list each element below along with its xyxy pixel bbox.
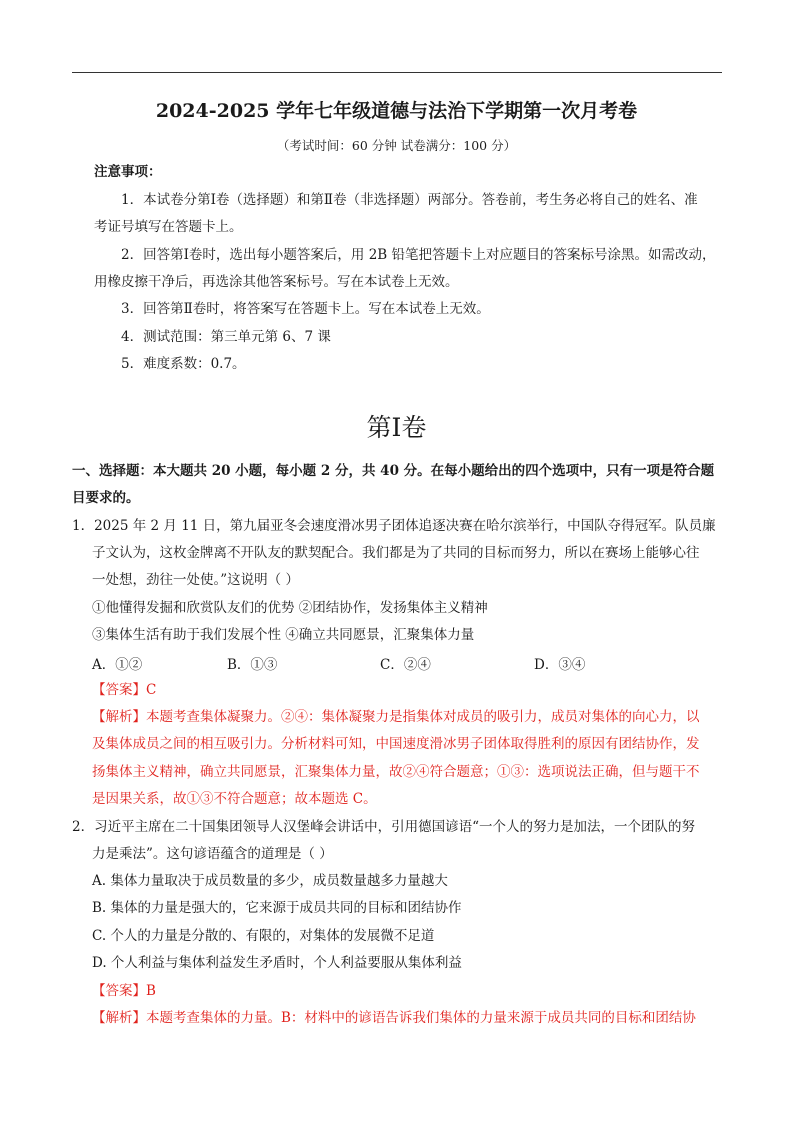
q1-analysis: 扬集体主义精神，确立共同愿景，汇聚集体力量，故②④符合题意；①③：选项说法正确，但与题干不	[92, 764, 700, 780]
q2-answer: 【答案】B	[92, 983, 156, 999]
q1-stem: 子文认为，这枚金牌离不开队友的默契配合。我们都是为了共同的目标而努力，所以在赛场上能够心往	[92, 545, 700, 561]
q1-option-d: D．③④	[534, 657, 586, 673]
note-item: 4．测试范围：第三单元第 6、7 课	[121, 329, 331, 345]
volume-heading: 第Ⅰ卷	[366, 413, 427, 442]
q1-analysis: 是因果关系，故①③不符合题意；故本题选 C。	[92, 791, 377, 807]
q1-analysis: 及集体成员之间的相互吸引力。分析材料可知，中国速度滑冰男子团体取得胜利的原因有团结协作，发	[92, 736, 700, 752]
q1-stem: 1．2025 年 2 月 11 日，第九届亚冬会速度滑冰男子团体追逐决赛在哈尔滨举行，中国队夺得冠军。队员廉	[72, 518, 716, 534]
note-item: 考证号填写在答题卡上。	[94, 219, 243, 235]
q2-stem: 2．习近平主席在二十国集团领导人汉堡峰会讲话中，引用德国谚语“一个人的努力是加法，一个团队的努	[72, 819, 695, 835]
q2-option-c: C. 个人的力量是分散的、有限的，对集体的发展微不足道	[92, 928, 435, 944]
q1-analysis: 【解析】本题考查集体凝聚力。②④：集体凝聚力是指集体对成员的吸引力，成员对集体的向心力，以	[92, 709, 700, 725]
q1-option-c: C．②④	[380, 657, 431, 673]
q2-option-a: A. 集体力量取决于成员数量的多少，成员数量越多力量越大	[92, 873, 448, 889]
section-heading-cont: 目要求的。	[72, 490, 140, 506]
q2-analysis: 【解析】本题考查集体的力量。B：材料中的谚语告诉我们集体的力量来源于成员共同的目标和团结协	[92, 1010, 696, 1026]
page-title: 2024-2025 学年七年级道德与法治下学期第一次月考卷	[155, 100, 638, 122]
section-heading: 一、选择题：本大题共 20 小题，每小题 2 分，共 40 分。在每小题给出的四个选项中，只有一项是符合题	[72, 463, 715, 479]
q1-option-a: A．①②	[92, 657, 143, 673]
q2-stem: 力是乘法”。这句谚语蕴含的道理是（ ）	[92, 846, 333, 862]
q2-option-b: B. 集体的力量是强大的，它来源于成员共同的目标和团结协作	[92, 900, 462, 916]
note-item: 2．回答第Ⅰ卷时，选出每小题答案后，用 2B 铅笔把答题卡上对应题目的答案标号涂黑。如需改动，	[121, 247, 716, 263]
notes-heading: 注意事项：	[94, 164, 162, 180]
q2-option-d: D. 个人利益与集体利益发生矛盾时，个人利益要服从集体利益	[92, 955, 462, 971]
note-item: 3．回答第Ⅱ卷时，将答案写在答题卡上。写在本试卷上无效。	[121, 301, 490, 317]
q1-answer: 【答案】C	[92, 682, 157, 698]
q1-statement: ①他懂得发掘和欣赏队友们的优势 ②团结协作，发扬集体主义精神	[92, 600, 488, 616]
q1-statement: ③集体生活有助于我们发展个性 ④确立共同愿景，汇聚集体力量	[92, 627, 475, 643]
note-item: 用橡皮擦干净后，再选涂其他答案标号。写在本试卷上无效。	[94, 274, 459, 290]
header-rule	[72, 72, 722, 73]
q1-stem: 一处想，劲往一处使。”这说明（ ）	[92, 572, 299, 588]
q1-option-b: B．①③	[227, 657, 278, 673]
exam-info: （考试时间：60 分钟 试卷满分：100 分）	[276, 138, 517, 153]
note-item: 1．本试卷分第Ⅰ卷（选择题）和第Ⅱ卷（非选择题）两部分。答卷前，考生务必将自己的姓名、准	[121, 192, 698, 208]
note-item: 5．难度系数：0.7。	[121, 356, 246, 372]
